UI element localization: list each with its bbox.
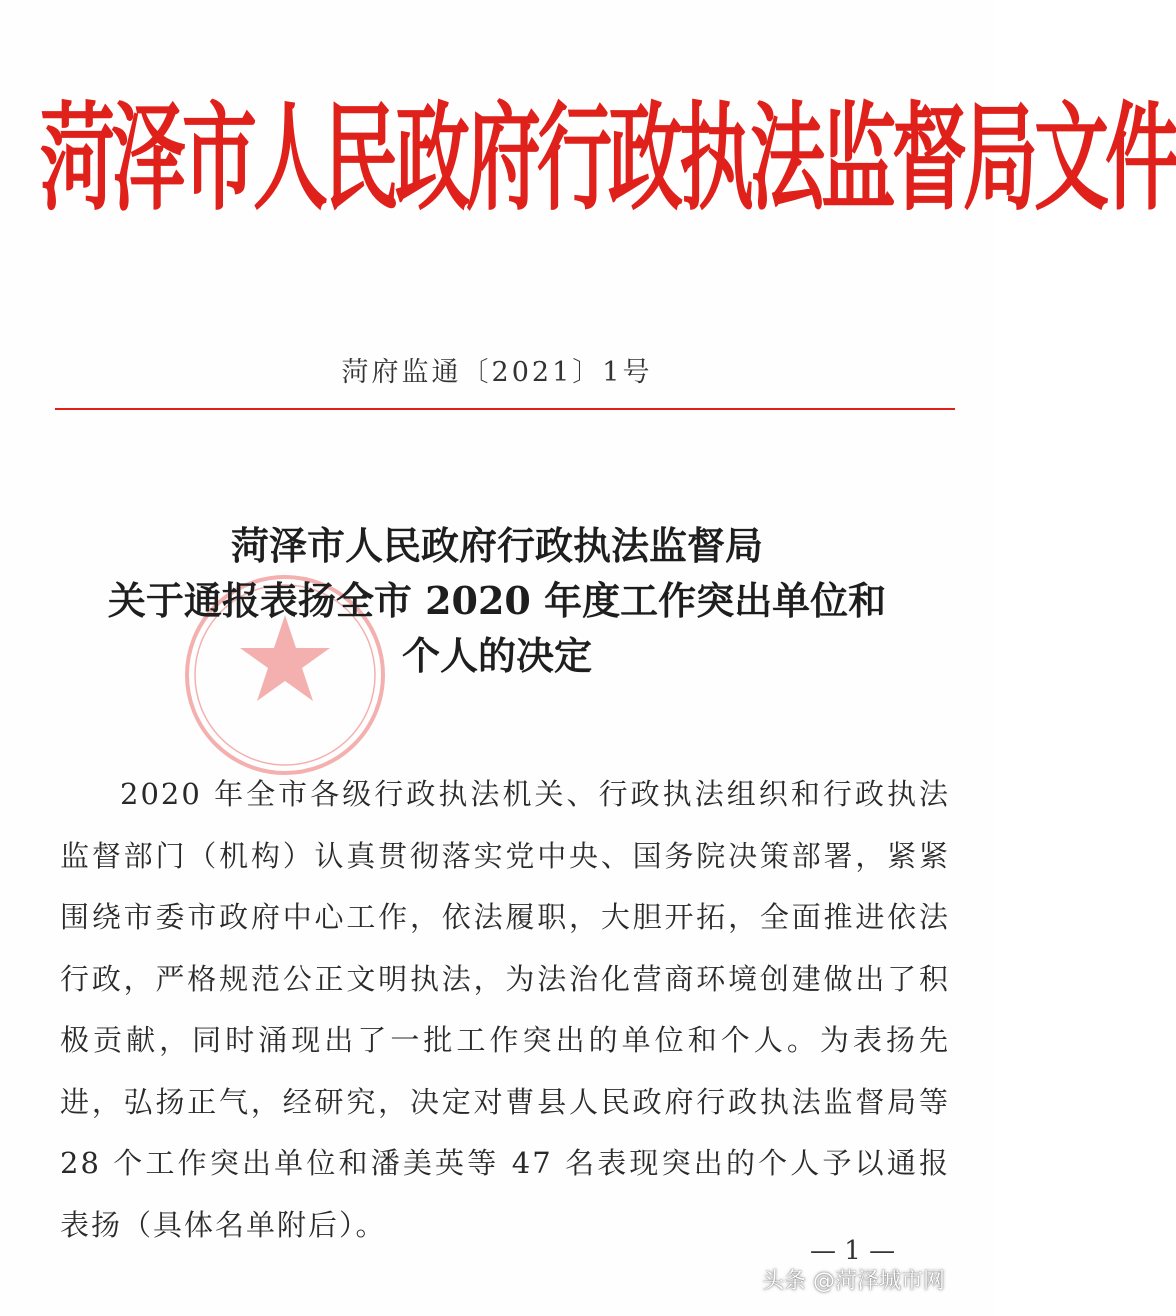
document-masthead: 菏泽市人民政府行政执法监督局文件 bbox=[40, 90, 1176, 227]
title-line-2: 关于通报表扬全市 2020 年度工作突出单位和 bbox=[107, 578, 887, 623]
body-paragraph: 2020 年全市各级行政执法机关、行政执法组织和行政执法监督部门（机构）认真贯彻落实党中央、国务院决策部署，紧紧围绕市委市政府中心工作，依法履职，大胆开拓，全面推进依法行政，严格规范公正文明执法，为法治化营商环境创建做出了积极贡献，同时涌现出了一批工作突出的单位和个人。为表扬先进，弘扬正气，经研究，决定对曹县人民政府行政执法监督局等 28 个工作突出单位和潘美英等 47 名表现突出的个人予以通报表扬（具体名单附后）。 bbox=[60, 777, 950, 1242]
document-number: 菏府监通〔2021〕1号 bbox=[341, 357, 653, 388]
red-divider-line bbox=[55, 408, 955, 410]
page-number: — 1 — bbox=[810, 1236, 896, 1266]
source-watermark: 头条 @菏泽城市网 bbox=[762, 1269, 945, 1294]
title-line-1: 菏泽市人民政府行政执法监督局 bbox=[230, 523, 763, 568]
title-line-3: 个人的决定 bbox=[401, 633, 592, 678]
document-title bbox=[0, 518, 994, 683]
